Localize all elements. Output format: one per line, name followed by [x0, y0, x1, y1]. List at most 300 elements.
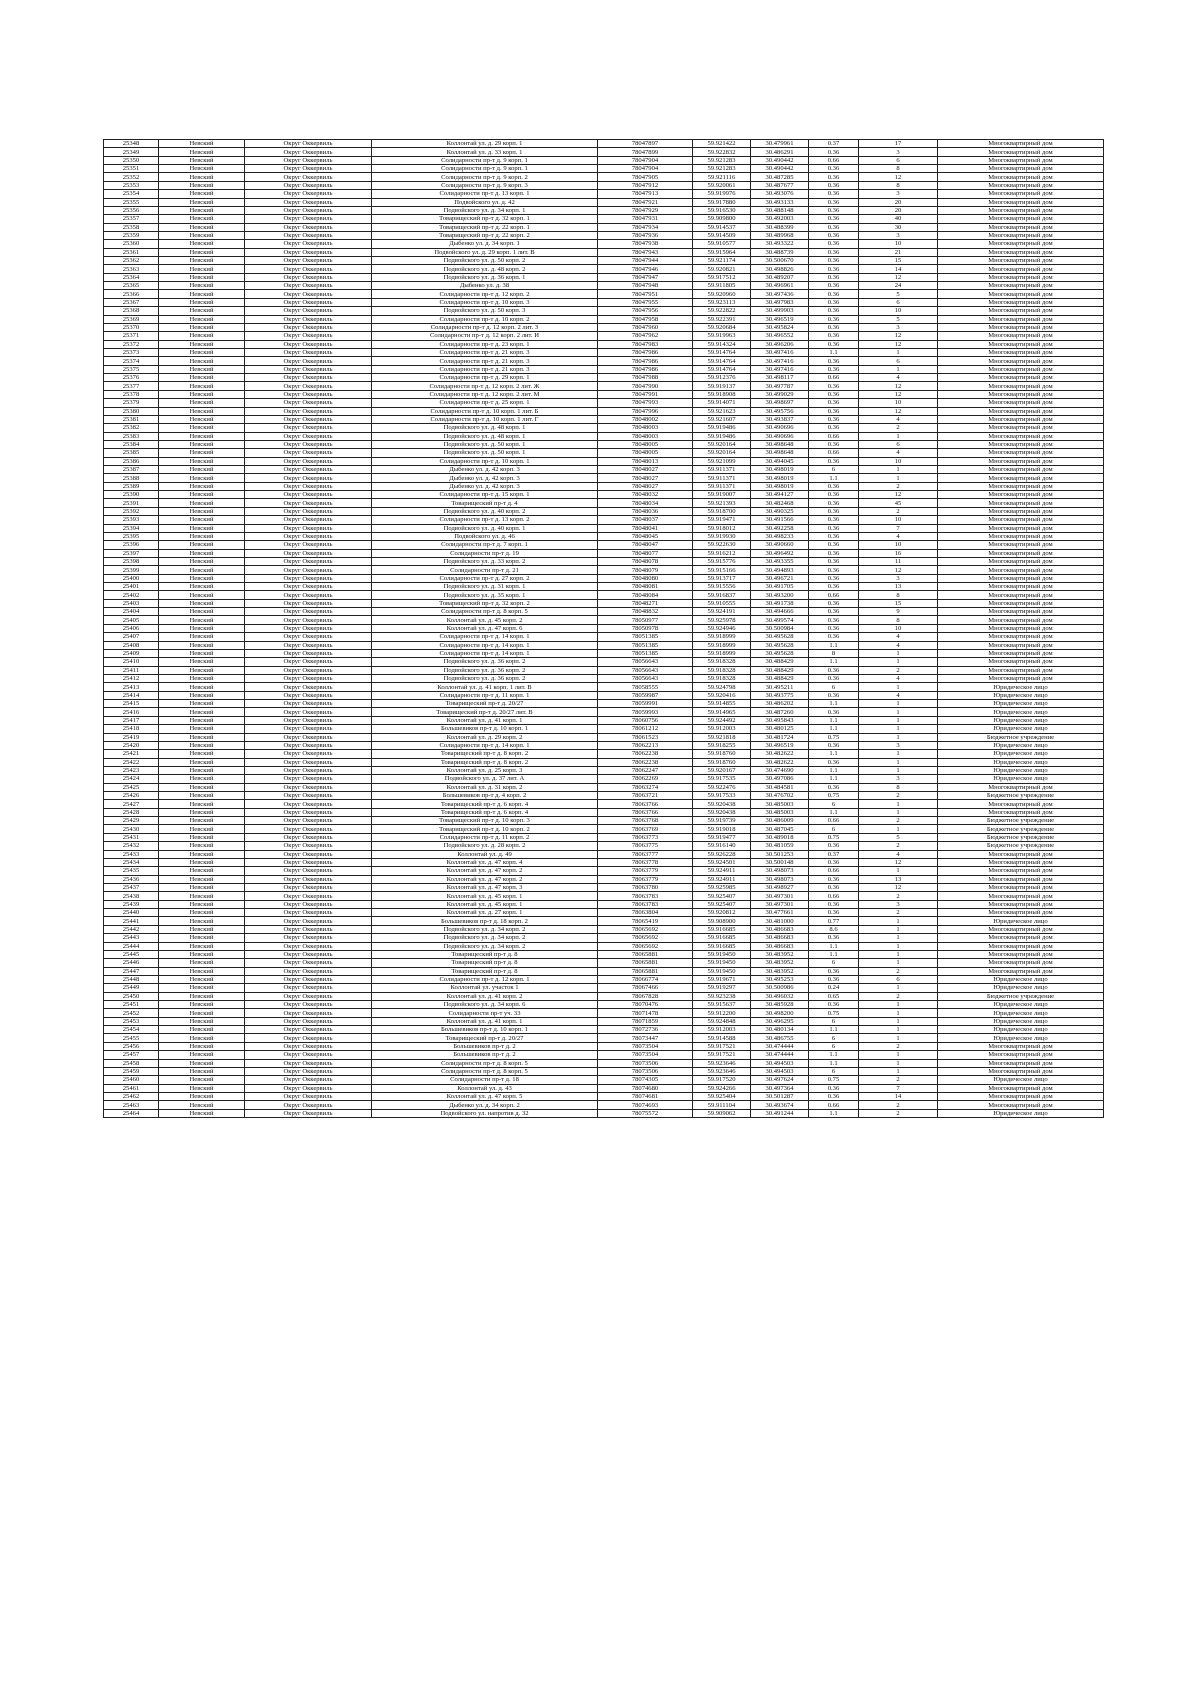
table-row — [104, 934, 1104, 942]
cell-lat: 59.919930 — [693, 532, 751, 540]
cell-count: 1 — [859, 658, 938, 666]
cell-id: 25378 — [104, 390, 159, 398]
cell-address: Коллонтай ул. д. 47 корп. 2 — [372, 867, 598, 875]
cell-district: Невский — [159, 248, 245, 256]
cell-count: 10 — [859, 457, 938, 465]
cell-code: 78073447 — [598, 1034, 693, 1042]
cell-lat: 59.925985 — [693, 883, 751, 891]
cell-id: 25386 — [104, 457, 159, 465]
cell-id: 25400 — [104, 574, 159, 582]
cell-address: Коллонтай ул. д. 25 корп. 3 — [372, 766, 598, 774]
cell-count: 4 — [859, 532, 938, 540]
cell-volume: 6 — [809, 1034, 859, 1042]
cell-municipality: Округ Оккервиль — [245, 407, 372, 415]
table-row — [104, 942, 1104, 950]
cell-district: Невский — [159, 817, 245, 825]
cell-id: 25464 — [104, 1109, 159, 1117]
cell-code: 78047934 — [598, 223, 693, 231]
cell-code: 78073504 — [598, 1042, 693, 1050]
cell-municipality: Округ Оккервиль — [245, 273, 372, 281]
cell-count: 1 — [859, 474, 938, 482]
cell-municipality: Округ Оккервиль — [245, 641, 372, 649]
cell-municipality: Округ Оккервиль — [245, 883, 372, 891]
table-row — [104, 1067, 1104, 1075]
cell-code: 78056643 — [598, 666, 693, 674]
cell-volume: 0.36 — [809, 231, 859, 239]
cell-district: Невский — [159, 507, 245, 515]
cell-volume: 0.36 — [809, 240, 859, 248]
cell-district: Невский — [159, 700, 245, 708]
cell-district: Невский — [159, 883, 245, 891]
cell-district: Невский — [159, 1051, 245, 1059]
cell-id: 25355 — [104, 198, 159, 206]
cell-address: Подвойского ул. д. 34 корп. 2 — [372, 925, 598, 933]
cell-lat: 59.914324 — [693, 340, 751, 348]
cell-count: 40 — [859, 215, 938, 223]
cell-lon: 30.493355 — [751, 557, 809, 565]
cell-municipality: Округ Оккервиль — [245, 817, 372, 825]
cell-municipality: Округ Оккервиль — [245, 382, 372, 390]
cell-municipality: Округ Оккервиль — [245, 892, 372, 900]
cell-id: 25359 — [104, 231, 159, 239]
cell-lat: 59.919671 — [693, 975, 751, 983]
table-row — [104, 257, 1104, 265]
cell-count: 2 — [859, 817, 938, 825]
table-row — [104, 599, 1104, 607]
cell-count: 12 — [859, 273, 938, 281]
cell-district: Невский — [159, 641, 245, 649]
cell-count: 17 — [859, 140, 938, 148]
cell-volume: 0.36 — [809, 148, 859, 156]
cell-lon: 30.498073 — [751, 867, 809, 875]
cell-district: Невский — [159, 382, 245, 390]
cell-address: Подвойского ул. д. 34 корп. 2 — [372, 934, 598, 942]
cell-municipality: Округ Оккервиль — [245, 842, 372, 850]
cell-municipality: Округ Оккервиль — [245, 934, 372, 942]
cell-municipality: Округ Оккервиль — [245, 340, 372, 348]
table-row — [104, 833, 1104, 841]
cell-volume: 0.36 — [809, 708, 859, 716]
cell-volume: 0.36 — [809, 390, 859, 398]
cell-count: 7 — [859, 1084, 938, 1092]
cell-code: 78063804 — [598, 909, 693, 917]
cell-code: 78065692 — [598, 942, 693, 950]
cell-municipality: Округ Оккервиль — [245, 1076, 372, 1084]
cell-district: Невский — [159, 415, 245, 423]
cell-type: Многоквартирный дом — [938, 541, 1104, 549]
cell-address: Коллонтай ул. д. 47 корп. 2 — [372, 875, 598, 883]
cell-type: Многоквартирный дом — [938, 649, 1104, 657]
cell-volume: 0.36 — [809, 616, 859, 624]
cell-volume: 0.36 — [809, 315, 859, 323]
cell-lon: 30.494503 — [751, 1059, 809, 1067]
cell-code: 78047929 — [598, 206, 693, 214]
cell-volume: 0.75 — [809, 1076, 859, 1084]
cell-type: Многоквартирный дом — [938, 516, 1104, 524]
cell-volume: 0.36 — [809, 323, 859, 331]
cell-code: 78047948 — [598, 282, 693, 290]
cell-type: Многоквартирный дом — [938, 240, 1104, 248]
cell-id: 25415 — [104, 700, 159, 708]
cell-code: 78059993 — [598, 708, 693, 716]
cell-type: Многоквартирный дом — [938, 549, 1104, 557]
cell-lat: 59.919486 — [693, 432, 751, 440]
cell-type: Юридическое лицо — [938, 691, 1104, 699]
cell-address: Солидарности пр-т д. 9 корп. 2 — [372, 173, 598, 181]
cell-id: 25448 — [104, 975, 159, 983]
cell-district: Невский — [159, 273, 245, 281]
cell-volume: 0.36 — [809, 365, 859, 373]
cell-address: Подвойского ул. д. 33 корп. 2 — [372, 557, 598, 565]
cell-code: 78047983 — [598, 340, 693, 348]
table-row — [104, 867, 1104, 875]
cell-district: Невский — [159, 432, 245, 440]
cell-code: 78074693 — [598, 1101, 693, 1109]
table-row — [104, 156, 1104, 164]
cell-municipality: Округ Оккервиль — [245, 984, 372, 992]
cell-district: Невский — [159, 666, 245, 674]
cell-district: Невский — [159, 875, 245, 883]
cell-district: Невский — [159, 683, 245, 691]
cell-lat: 59.924848 — [693, 1017, 751, 1025]
cell-volume: 0.36 — [809, 608, 859, 616]
cell-district: Невский — [159, 750, 245, 758]
table-row — [104, 1101, 1104, 1109]
cell-code: 78065881 — [598, 959, 693, 967]
cell-lat: 59.911371 — [693, 466, 751, 474]
table-row — [104, 925, 1104, 933]
cell-volume: 0.36 — [809, 975, 859, 983]
cell-volume: 6 — [809, 683, 859, 691]
cell-lat: 59.909800 — [693, 215, 751, 223]
table-row — [104, 181, 1104, 189]
cell-count: 1 — [859, 950, 938, 958]
cell-district: Невский — [159, 365, 245, 373]
cell-id: 25356 — [104, 206, 159, 214]
cell-address: Коллонтай ул. д. 49 — [372, 850, 598, 858]
cell-municipality: Округ Оккервиль — [245, 1001, 372, 1009]
cell-count: 1 — [859, 959, 938, 967]
cell-count: 2 — [859, 1109, 938, 1117]
cell-municipality: Округ Оккервиль — [245, 1042, 372, 1050]
cell-district: Невский — [159, 140, 245, 148]
cell-address: Дыбенко ул. д. 42 корп. 3 — [372, 474, 598, 482]
cell-type: Многоквартирный дом — [938, 675, 1104, 683]
cell-code: 78063775 — [598, 842, 693, 850]
cell-lat: 59.918999 — [693, 633, 751, 641]
cell-address: Товарищеский пр-т д. 22 корп. 2 — [372, 231, 598, 239]
cell-type: Многоквартирный дом — [938, 206, 1104, 214]
cell-district: Невский — [159, 959, 245, 967]
cell-code: 78048037 — [598, 516, 693, 524]
cell-count: 12 — [859, 332, 938, 340]
cell-lat: 59.924798 — [693, 683, 751, 691]
cell-code: 78063768 — [598, 817, 693, 825]
table-row — [104, 457, 1104, 465]
cell-lat: 59.921283 — [693, 165, 751, 173]
cell-address: Коллонтай ул. д. 43 — [372, 1084, 598, 1092]
cell-count: 4 — [859, 633, 938, 641]
cell-address: Подвойского ул. д. 34 корп. 6 — [372, 1001, 598, 1009]
cell-volume: 0.36 — [809, 173, 859, 181]
cell-count: 5 — [859, 315, 938, 323]
cell-id: 25420 — [104, 741, 159, 749]
cell-lat: 59.926228 — [693, 850, 751, 858]
cell-id: 25388 — [104, 474, 159, 482]
cell-district: Невский — [159, 165, 245, 173]
cell-municipality: Округ Оккервиль — [245, 950, 372, 958]
cell-address: Солидарности пр-т д. 15 корп. 1 — [372, 491, 598, 499]
table-row — [104, 716, 1104, 724]
cell-municipality: Округ Оккервиль — [245, 716, 372, 724]
cell-municipality: Округ Оккервиль — [245, 808, 372, 816]
cell-lat: 59.919486 — [693, 424, 751, 432]
cell-type: Многоквартирный дом — [938, 323, 1104, 331]
cell-type: Бюджетное учреждение — [938, 992, 1104, 1000]
cell-lon: 30.500986 — [751, 984, 809, 992]
cell-type: Многоквартирный дом — [938, 892, 1104, 900]
cell-type: Многоквартирный дом — [938, 507, 1104, 515]
cell-type: Многоквартирный дом — [938, 850, 1104, 858]
cell-lat: 59.919450 — [693, 959, 751, 967]
cell-code: 78063274 — [598, 783, 693, 791]
table-row — [104, 1051, 1104, 1059]
cell-type: Многоквартирный дом — [938, 173, 1104, 181]
cell-lat: 59.923113 — [693, 298, 751, 306]
cell-lat: 59.919007 — [693, 491, 751, 499]
cell-lon: 30.498019 — [751, 466, 809, 474]
cell-lon: 30.497416 — [751, 348, 809, 356]
cell-lat: 59.918999 — [693, 649, 751, 657]
cell-volume: 0.36 — [809, 399, 859, 407]
cell-lat: 59.912003 — [693, 725, 751, 733]
table-row — [104, 959, 1104, 967]
cell-address: Подвойского ул. д. 29 корп. 1 лит. В — [372, 248, 598, 256]
cell-type: Многоквартирный дом — [938, 900, 1104, 908]
cell-type: Бюджетное учреждение — [938, 817, 1104, 825]
cell-volume: 0.75 — [809, 833, 859, 841]
cell-lon: 30.487285 — [751, 173, 809, 181]
cell-count: 1 — [859, 917, 938, 925]
cell-district: Невский — [159, 1001, 245, 1009]
cell-address: Дыбенко ул. д. 34 корп. 2 — [372, 1101, 598, 1109]
cell-address: Солидарности пр-т д. 12 корп. 1 — [372, 975, 598, 983]
cell-municipality: Округ Оккервиль — [245, 148, 372, 156]
cell-count: 4 — [859, 641, 938, 649]
cell-municipality: Округ Оккервиль — [245, 290, 372, 298]
cell-count: 10 — [859, 399, 938, 407]
cell-municipality: Округ Оккервиль — [245, 566, 372, 574]
cell-address: Солидарности пр-т д. 10 корп. 2 — [372, 315, 598, 323]
cell-address: Подвойского ул. д. 48 корп. 1 — [372, 424, 598, 432]
cell-type: Многоквартирный дом — [938, 432, 1104, 440]
table-row — [104, 374, 1104, 382]
cell-count: 4 — [859, 415, 938, 423]
cell-type: Бюджетное учреждение — [938, 842, 1104, 850]
cell-type: Юридическое лицо — [938, 766, 1104, 774]
cell-code: 78048047 — [598, 541, 693, 549]
cell-district: Невский — [159, 307, 245, 315]
cell-volume: 1.1 — [809, 348, 859, 356]
cell-code: 78063777 — [598, 850, 693, 858]
cell-code: 78048271 — [598, 599, 693, 607]
cell-volume: 6 — [809, 1042, 859, 1050]
cell-municipality: Округ Оккервиль — [245, 1092, 372, 1100]
cell-type: Многоквартирный дом — [938, 858, 1104, 866]
cell-lat: 59.918328 — [693, 666, 751, 674]
cell-address: Дыбенко ул. д. 42 корп. 3 — [372, 466, 598, 474]
cell-municipality: Округ Оккервиль — [245, 198, 372, 206]
cell-address: Коллонтай ул. д. 45 корп. 1 — [372, 900, 598, 908]
table-row — [104, 140, 1104, 148]
cell-count: 15 — [859, 257, 938, 265]
cell-lat: 59.919471 — [693, 516, 751, 524]
cell-code: 78065692 — [598, 934, 693, 942]
table-row — [104, 766, 1104, 774]
cell-id: 25369 — [104, 315, 159, 323]
cell-type: Многоквартирный дом — [938, 950, 1104, 958]
cell-id: 25353 — [104, 181, 159, 189]
cell-volume: 0.36 — [809, 1084, 859, 1092]
cell-municipality: Округ Оккервиль — [245, 165, 372, 173]
cell-lat: 59.924266 — [693, 1084, 751, 1092]
cell-code: 78051385 — [598, 641, 693, 649]
cell-code: 78048078 — [598, 557, 693, 565]
cell-address: Большевиков пр-т д. 18 корп. 2 — [372, 917, 598, 925]
cell-address: Солидарности пр-т д. 10 корп. 1 лит. Г — [372, 415, 598, 423]
cell-volume: 0.36 — [809, 332, 859, 340]
cell-lat: 59.920812 — [693, 909, 751, 917]
cell-lon: 30.482622 — [751, 758, 809, 766]
cell-lat: 59.920164 — [693, 440, 751, 448]
cell-municipality: Округ Оккервиль — [245, 959, 372, 967]
cell-address: Дыбенко ул. д. 42 корп. 3 — [372, 482, 598, 490]
cell-code: 78047947 — [598, 273, 693, 281]
cell-district: Невский — [159, 390, 245, 398]
cell-district: Невский — [159, 800, 245, 808]
cell-address: Большевиков пр-т д. 10 корп. 1 — [372, 1026, 598, 1034]
table-row — [104, 725, 1104, 733]
cell-id: 25423 — [104, 766, 159, 774]
cell-address: Солидарности пр-т д. 10 корп. 1 — [372, 457, 598, 465]
cell-code: 78048036 — [598, 507, 693, 515]
cell-type: Многоквартирный дом — [938, 298, 1104, 306]
table-row — [104, 1009, 1104, 1017]
cell-type: Многоквартирный дом — [938, 282, 1104, 290]
cell-id: 25375 — [104, 365, 159, 373]
cell-volume: 0.36 — [809, 290, 859, 298]
cell-id: 25463 — [104, 1101, 159, 1109]
cell-lat: 59.914764 — [693, 357, 751, 365]
cell-lon: 30.482622 — [751, 750, 809, 758]
cell-lon: 30.497301 — [751, 900, 809, 908]
cell-district: Невский — [159, 691, 245, 699]
cell-code: 78048080 — [598, 574, 693, 582]
cell-count: 21 — [859, 248, 938, 256]
cell-type: Многоквартирный дом — [938, 925, 1104, 933]
cell-district: Невский — [159, 298, 245, 306]
cell-address: Коллонтай ул. д. 45 корп. 1 — [372, 892, 598, 900]
cell-district: Невский — [159, 491, 245, 499]
table-row — [104, 1059, 1104, 1067]
table-row — [104, 591, 1104, 599]
cell-lon: 30.490696 — [751, 424, 809, 432]
cell-address: Солидарности пр-т д. 10 корп. 3 — [372, 298, 598, 306]
cell-lon: 30.496961 — [751, 282, 809, 290]
cell-volume: 1.1 — [809, 716, 859, 724]
cell-district: Невский — [159, 499, 245, 507]
cell-address: Большевиков пр-т д. 10 корп. 1 — [372, 725, 598, 733]
cell-count: 2 — [859, 909, 938, 917]
cell-id: 25417 — [104, 716, 159, 724]
cell-count: 2 — [859, 1076, 938, 1084]
table-row — [104, 206, 1104, 214]
cell-address: Коллонтай ул. д. 41 корп. 1 — [372, 716, 598, 724]
cell-volume: 0.66 — [809, 432, 859, 440]
cell-address: Подвойского ул. д. 36 корп. 2 — [372, 658, 598, 666]
cell-municipality: Округ Оккервиль — [245, 867, 372, 875]
cell-id: 25368 — [104, 307, 159, 315]
cell-address: Солидарности пр-т д. 12 корп. 2 лит. М — [372, 390, 598, 398]
cell-code: 78048003 — [598, 424, 693, 432]
cell-district: Невский — [159, 925, 245, 933]
cell-lon: 30.496721 — [751, 574, 809, 582]
cell-id: 25392 — [104, 507, 159, 515]
cell-district: Невский — [159, 608, 245, 616]
cell-district: Невский — [159, 741, 245, 749]
cell-lat: 59.921818 — [693, 733, 751, 741]
cell-district: Невский — [159, 842, 245, 850]
cell-id: 25422 — [104, 758, 159, 766]
cell-address: Товарищеский пр-т д. 8 — [372, 950, 598, 958]
table-row — [104, 783, 1104, 791]
cell-address: Подвойского ул. д. 35 корп. 1 — [372, 591, 598, 599]
cell-municipality: Округ Оккервиль — [245, 833, 372, 841]
cell-count: 3 — [859, 148, 938, 156]
cell-lon: 30.497416 — [751, 365, 809, 373]
cell-lon: 30.474444 — [751, 1051, 809, 1059]
cell-address: Подвойского ул. д. 48 корп. 1 — [372, 432, 598, 440]
cell-district: Невский — [159, 792, 245, 800]
table-row — [104, 909, 1104, 917]
cell-type: Многоквартирный дом — [938, 382, 1104, 390]
table-row — [104, 875, 1104, 883]
cell-district: Невский — [159, 566, 245, 574]
cell-type: Многоквартирный дом — [938, 181, 1104, 189]
cell-lon: 30.491738 — [751, 599, 809, 607]
cell-address: Подвойского ул. д. 34 корп. 2 — [372, 942, 598, 950]
cell-count: 8 — [859, 165, 938, 173]
cell-volume: 0.37 — [809, 140, 859, 148]
cell-type: Многоквартирный дом — [938, 374, 1104, 382]
cell-code: 78048041 — [598, 524, 693, 532]
cell-municipality: Округ Оккервиль — [245, 666, 372, 674]
cell-lat: 59.917533 — [693, 792, 751, 800]
cell-lon: 30.497983 — [751, 298, 809, 306]
cell-lon: 30.486683 — [751, 942, 809, 950]
cell-lat: 59.921099 — [693, 457, 751, 465]
table-row — [104, 883, 1104, 891]
cell-code: 78048027 — [598, 474, 693, 482]
cell-count: 3 — [859, 323, 938, 331]
cell-code: 78075572 — [598, 1109, 693, 1117]
cell-municipality: Округ Оккервиль — [245, 909, 372, 917]
cell-count: 11 — [859, 557, 938, 565]
cell-count: 1 — [859, 365, 938, 373]
cell-count: 13 — [859, 875, 938, 883]
cell-municipality: Округ Оккервиль — [245, 683, 372, 691]
cell-lat: 59.914764 — [693, 348, 751, 356]
